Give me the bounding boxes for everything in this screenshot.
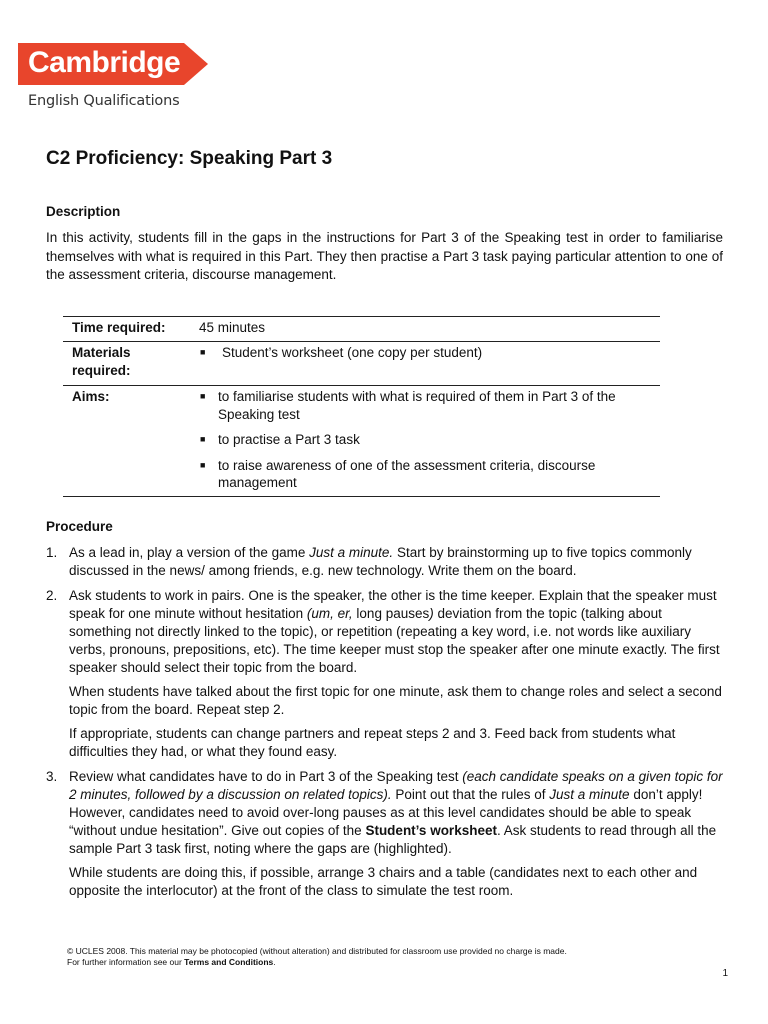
step-text: When students have talked about the first topic for one minute, ask them to change roles and select a second topic from the board. Repeat step 2. <box>69 684 722 717</box>
logo-wordmark: Cambridge <box>28 46 181 79</box>
copyright-line: © UCLES 2008. This material may be photocopied (without alteration) and distributed for classroom use provided no charge is made. <box>67 946 567 956</box>
terms-link[interactable]: Terms and Conditions <box>184 957 274 967</box>
bullet-icon: ■ <box>200 391 206 401</box>
procedure-heading: Procedure <box>46 519 113 534</box>
list-item: ■ to practise a Part 3 task <box>200 432 360 447</box>
terms-line: For further information see our Terms and Conditions. <box>67 957 276 967</box>
procedure-list <box>46 544 726 900</box>
page-number: 1 <box>722 968 728 979</box>
list-item: ■ to raise awareness of one of the assessment criteria, discourse management <box>200 457 596 490</box>
step-text: While students are doing this, if possible, arrange 3 chairs and a table (candidates next to each other and opposite the interlocutor) at the front of the class to simulate the test room. <box>69 865 698 898</box>
step-number: 1. <box>46 545 58 560</box>
step-text: Ask students to work in pairs. One is the speaker, the other is the time keeper. Explain that the speaker must speak for one minute without hesitation (um, er, long pauses) deviation from the topic (talking about something not directly linked to the topic), or repetition (repeating a key word, i.e. not words like auxiliary verbs, pronouns, prepositions, etc). The time keeper must stop the speaker after one minute exactly. The first speaker should select their topic from the board. <box>69 588 720 675</box>
list-item: ■ Student’s worksheet (one copy per student) <box>200 345 483 360</box>
materials-list <box>199 344 639 362</box>
materials-label: Materials required: <box>72 345 131 378</box>
description-text: In this activity, students fill in the gaps in the instructions for Part 3 of the Speaking test in order to familiarise themselves with what is required in this Part. They then practise a Part 3 task paying particular attention to one of the assessment criteria, discourse management. <box>46 230 723 282</box>
procedure-step <box>46 768 726 900</box>
description-heading: Description <box>46 204 121 219</box>
step-number: 3. <box>46 769 58 784</box>
table-row-time <box>63 317 660 341</box>
bullet-icon: ■ <box>200 434 206 444</box>
time-value: 45 minutes <box>199 320 266 335</box>
step-number: 2. <box>46 588 58 603</box>
step-text: If appropriate, students can change partners and repeat steps 2 and 3. Feed back from students what difficulties they had, or what they found easy. <box>69 726 676 759</box>
step-text: Review what candidates have to do in Part 3 of the Speaking test (each candidate speaks on a given topic for 2 minutes, followed by a discussion on related topics). Point out that the rules of Just a minute don’t apply! However, candidates need to avoid over-long pauses as at this level candidates should be able to speak “without undue hesitation”. Give out copies of the Student’s worksheet. Ask students to read through all the sample Part 3 task first, noting where the gaps are (highlighted). <box>69 769 723 856</box>
bullet-icon: ■ <box>200 347 206 357</box>
copyright-footer <box>67 946 567 968</box>
bullet-icon: ■ <box>200 459 206 470</box>
aims-label: Aims: <box>72 389 110 404</box>
procedure-step <box>46 544 726 580</box>
table-row-aims <box>63 386 660 496</box>
lesson-details-table <box>63 316 660 497</box>
page-title: C2 Proficiency: Speaking Part 3 <box>46 148 333 169</box>
cambridge-logo <box>18 43 208 113</box>
table-row-materials <box>63 342 660 385</box>
step-text: As a lead in, play a version of the game Just a minute. Start by brainstorming up to five topics commonly discussed in the news/ among friends, e.g. new technology. Write them on the board. <box>69 545 692 578</box>
list-item: ■ to familiarise students with what is required of them in Part 3 of the Speaking test <box>200 389 616 422</box>
procedure-step <box>46 587 726 761</box>
logo-subtitle: English Qualifications <box>28 93 180 109</box>
time-label: Time required: <box>72 320 166 335</box>
aims-list <box>199 388 639 492</box>
